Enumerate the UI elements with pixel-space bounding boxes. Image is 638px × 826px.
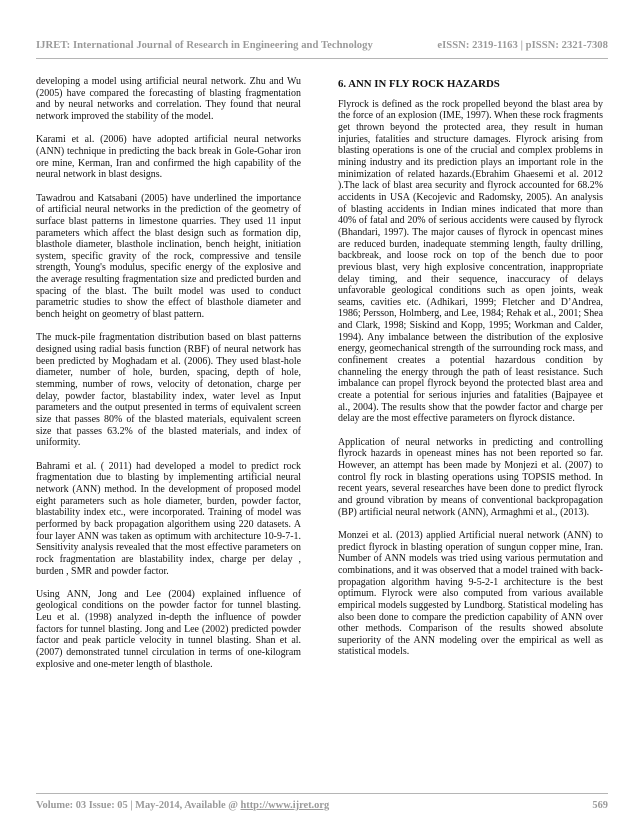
paragraph: Monzei et al. (2013) applied Artificial nueral network (ANN) to predict flyrock in blasting operation of sungun copper mine, Iran. Number of ANN models was tried using various permutation and combinations, and it was observed that a model trained with back-propagation algorithm having 9-5-2-1 architecture is the best optimum. Flyrock were also computed from various available empirical models suggested by Lundborg. Statistical modeling has also been done to compare the prediction capability of ANN over other methods. Comparison of the results showed absolute superiority of the ANN modeling over the empirical as well as statistical models.: [338, 529, 603, 658]
header-divider: [36, 58, 608, 59]
footer-divider: [36, 793, 608, 794]
journal-title: IJRET: International Journal of Research in Engineering and Technology: [36, 40, 373, 51]
paragraph: Tawadrou and Katsabani (2005) have underlined the importance of artificial neural networks in the prediction of the geometry of surface blast patterns in limestone quarries. They used 11 input parameters which affect the blast design such as formation dip, blasthole diameter, blasthole inclination, bench height, initiation system, specific gravity of the rock, compressive and tensile strength, Young's modulus, specific energy of the explosive and the average resulting fragmentation size and predicted burden and spacing of the blast. The built model was used to conduct parametric studies to show the effect of blasthole diameter and bench height on geometry of blast pattern.: [36, 192, 301, 321]
paragraph: Bahrami et al. ( 2011) had developed a model to predict rock fragmentation due to blasting by implementing artificial neural network (ANN) method. In the development of proposed model eight parameters such as hole diameter, burden, powder factor, blastability index etc., were incorporated. Training of model was performed by back propagation algorithem using 220 datasets. A four layer ANN was taken as optimum with architecture 10-9-7-1. Sensitivity analysis revealed that the most effective parameters on rock fragmentation are blastability index, charge per delay , burden , SMR and powder factor.: [36, 460, 301, 577]
page-footer: [36, 800, 608, 811]
page-header: [36, 40, 608, 51]
paragraph: Using ANN, Jong and Lee (2004) explained influence of geological conditions on the powder factor for tunnel blasting. Leu et al. (1998) analyzed in-depth the influence of powder factors for tunnel blasting. Jong and Lee (2002) predicted powder factor and peak particle velocity in tunnel blasting. Shan et al. (2007) demonstrated tunnel circulation in terms of one-kilogram explosive and one-meter length of blasthole.: [36, 588, 301, 670]
issn-info: eISSN: 2319-1163 | pISSN: 2321-7308: [437, 40, 608, 51]
section-heading: 6. ANN IN FLY ROCK HAZARDS: [338, 78, 500, 90]
paragraph: Flyrock is defined as the rock propelled beyond the blast area by the force of an explosion (IME, 1997). When these rock fragments get thrown beyond the protected area, they result in human injuries, fatalities and structure damages. Flyrock arising from blasting operations is one of the crucial and complex problems in mining industry and its prediction plays an important role in the minimization of related hazards.(Ebrahim Ghaesemi et al. 2012 ).The lack of blast area security and flyrock accounted for 68.2% accidents in USA (Kecojevic and Radomsky, 2005). An analysis of blasting accidents in Indian mines indicated that more than 40% of fatal and 20% of serious accidents were caused by flyrock (Bhandari, 1997). The major causes of flyrock in opencast mines are reduced burden, inadequate stemming length, faulty drilling, backbreak, and loose rock on top of the bench due to poor previous blast, very high explosive concentration, inappropriate delay timing, and their sequence, inaccuracy of delays unfavorable geological conditions such as open joints, weak seams, cavities etc. (Adhikari, 1999; Fletcher and D’Andrea, 1986; Persson, Holmberg, and Lee, 1984; Rehak et al., 2001; Shea and Clark, 1998; Siskind and Kopp, 1995; Workman and Calder, 1994). Any imbalance between the distribution of the explosive energy, geomechanical strength of the surrounding rock mass, and confinement creates a potential hazardous condition by channeling the energy through the path of least resistance. Such imbalance can propel flyrock beyond the protected blast area and create a potential for serious injuries and fatalities (Bajpayee et al., 2004). The results show that the powder factor and charge per delay are the most effective parameters on flyrock distance.: [338, 98, 603, 425]
right-column: [338, 79, 603, 670]
left-column: [36, 76, 301, 682]
volume-text: Volume: 03 Issue: 05 | May-2014, Available @: [36, 800, 241, 811]
paragraph: developing a model using artificial neural network. Zhu and Wu (2005) have compared the forecasting of blasting fragmentation and by neural networks and correlation. They found that neural network improved the stability of the model.: [36, 76, 301, 122]
volume-info: [36, 800, 329, 811]
paragraph: Application of neural networks in predicting and controlling flyrock hazards in openeast mines has not been reported so far. However, an attempt has been made by Monjezi et al. (2007) to control fly rock in blasting operations using TOPSIS method. In recent years, several researches have been done to predict flyrock and ground vibration by means of conventional backpropagation (BP) artificial neural network (ANN), Armaghmi et al., (2013).: [338, 436, 603, 518]
page-number: 569: [592, 800, 608, 811]
journal-link[interactable]: http://www.ijret.org: [240, 800, 330, 811]
paragraph: Karami et al. (2006) have adopted artificial neural networks (ANN) technique in predicting the back break in Gole-Gohar iron ore mine, Kerman, Iran and confirmed the high capability of the neural network in blast designs.: [36, 134, 301, 181]
paragraph: The muck-pile fragmentation distribution based on blast patterns designed using radial basis function (RBF) of neural network has been predicted by Moghadam et al. (2006). They used blast-hole diameter, number of hole, burden, spacing, depth of hole, stemming, number of rows, velocity of detonation, charge per delay, powder factor, blastability index, water level as Input parameters and the output presented in terms of equivalent screen size that passes 80% of the blasted materials, equivalent screen size that passes 63.2% of the blasted materials, and index of uniformity.: [36, 332, 301, 449]
